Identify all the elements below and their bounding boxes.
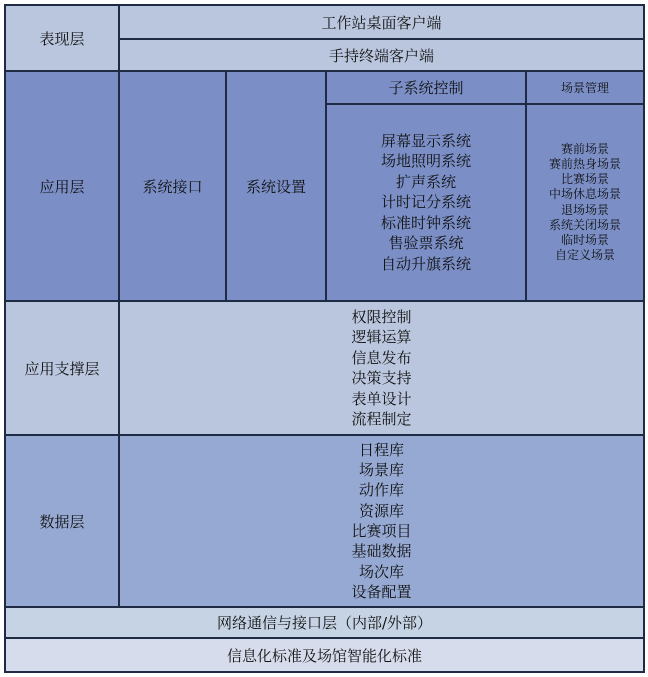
- subsystem-item: 自动升旗系统: [380, 254, 471, 273]
- application-layer-label: [4, 70, 120, 302]
- standards-bar: [4, 637, 645, 673]
- scene-item: 临时场景: [560, 232, 609, 247]
- subsystem-item: 屏幕显示系统: [380, 131, 471, 150]
- support-item: 信息发布: [351, 348, 412, 367]
- subsystem-control-header: [325, 70, 527, 105]
- scene-item: 退场场景: [560, 202, 609, 217]
- network-layer-bar: [4, 606, 645, 639]
- workstation-client-cell: [118, 4, 645, 40]
- application-layer-label-text: 应用层: [39, 177, 85, 196]
- scene-items: [549, 142, 621, 264]
- subsystem-items: [381, 131, 471, 275]
- scene-item: 中场休息场景: [548, 187, 621, 202]
- scene-management-list: [525, 103, 645, 302]
- subsystem-item: 场地照明系统: [380, 152, 471, 171]
- data-item: 基础数据: [351, 542, 412, 561]
- scene-item: 赛前热身场景: [548, 156, 621, 171]
- data-item: 设备配置: [351, 582, 412, 601]
- support-item: 权限控制: [351, 307, 412, 326]
- handheld-client-cell: [118, 38, 645, 72]
- scene-item: 自定义场景: [554, 248, 615, 263]
- standards-text: 信息化标准及场馆智能化标准: [226, 646, 422, 665]
- support-item: 表单设计: [351, 389, 412, 408]
- support-layer-label-text: 应用支撑层: [24, 359, 100, 378]
- subsystem-item: 扩声系统: [395, 172, 456, 191]
- data-layer-label-text: 数据层: [39, 512, 85, 531]
- data-item: 动作库: [358, 481, 404, 500]
- support-items: [351, 307, 411, 430]
- subsystem-control-header-text: 子系统控制: [388, 79, 464, 97]
- subsystem-item: 标准时钟系统: [380, 213, 471, 232]
- presentation-layer-label-text: 表现层: [39, 29, 85, 48]
- network-layer-text: 网络通信与接口层（内部/外部）: [216, 614, 433, 632]
- support-item: 决策支持: [351, 369, 412, 387]
- data-item: 比赛项目: [351, 522, 412, 540]
- scene-management-header: [525, 70, 645, 105]
- subsystem-control-list: [325, 103, 527, 302]
- support-layer-label: [4, 300, 120, 436]
- subsystem-item: 计时记分系统: [380, 193, 471, 212]
- data-items: [351, 440, 411, 602]
- scene-item: 赛前场景: [560, 141, 609, 156]
- support-layer-list: [118, 300, 645, 436]
- scene-item: 比赛场景: [560, 172, 609, 187]
- subsystem-item: 售验票系统: [388, 234, 464, 253]
- handheld-client-text: 手持终端客户端: [328, 46, 434, 65]
- data-item: 资源库: [358, 501, 404, 520]
- system-interface-text: 系统接口: [142, 177, 203, 196]
- data-item: 日程库: [358, 440, 404, 459]
- workstation-client-text: 工作站桌面客户端: [321, 13, 442, 32]
- scene-management-header-text: 场景管理: [560, 81, 609, 95]
- support-item: 流程制定: [351, 410, 412, 428]
- data-layer-label: [4, 434, 120, 608]
- system-settings-text: 系统设置: [245, 177, 306, 196]
- scene-item: 系统关闭场景: [548, 217, 621, 232]
- system-settings-cell: [225, 70, 327, 302]
- data-item: 场景库: [358, 461, 404, 480]
- system-interface-cell: [118, 70, 227, 302]
- data-item: 场次库: [358, 562, 404, 581]
- support-item: 逻辑运算: [351, 328, 412, 346]
- presentation-layer-label: [4, 4, 120, 72]
- data-layer-list: [118, 434, 645, 608]
